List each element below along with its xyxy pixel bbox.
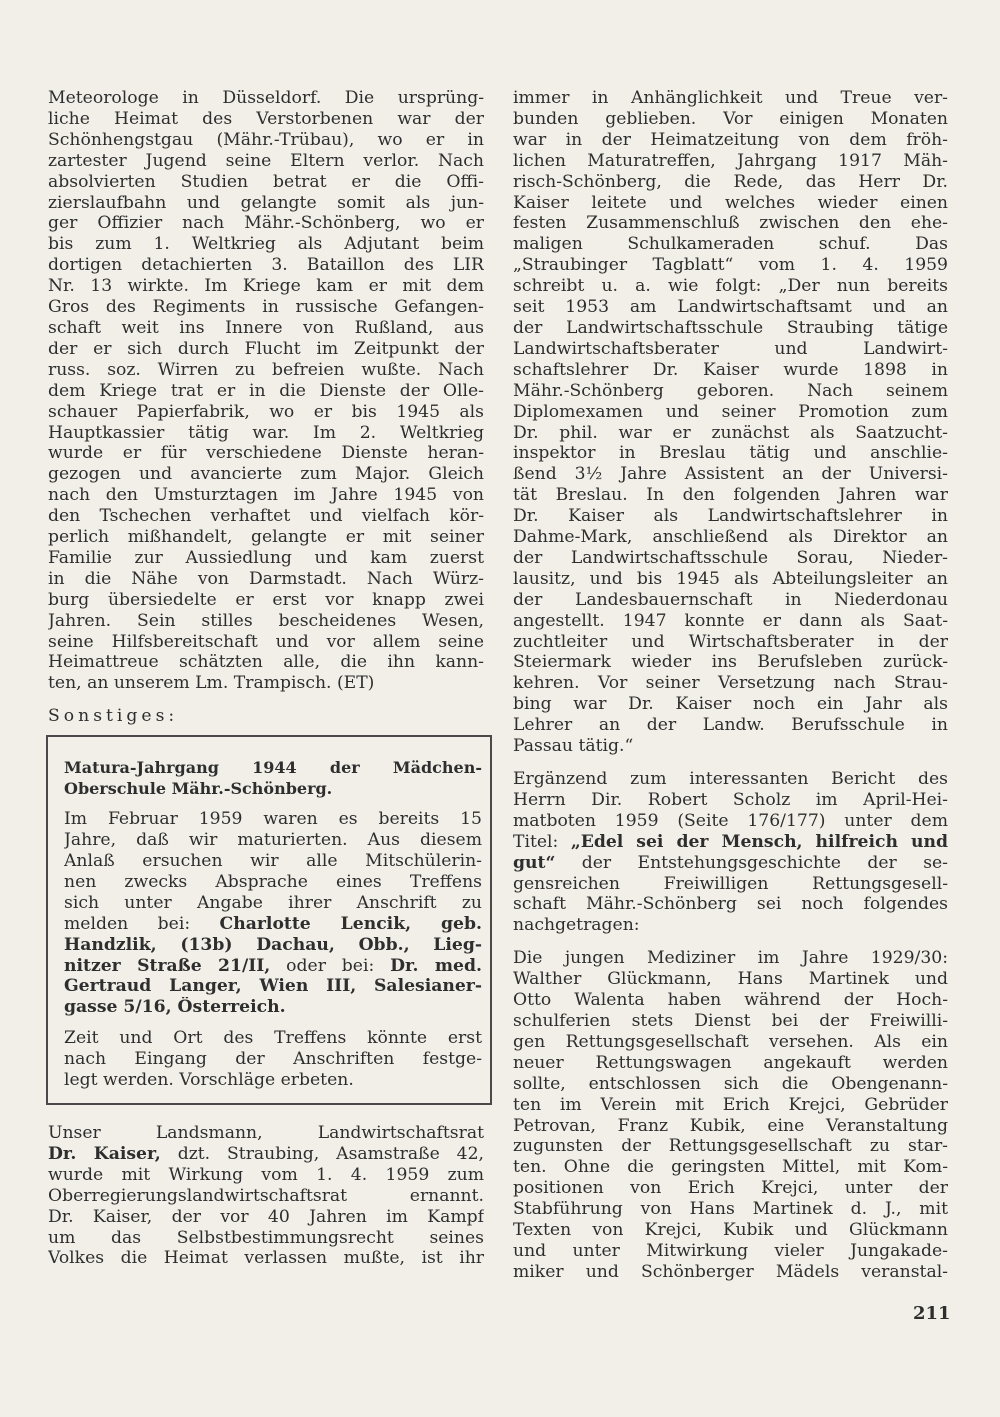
text-line: perlich mißhandelt, gelangte er mit seiner <box>48 527 484 548</box>
text-line: Lehrer an der Landw. Berufsschule in <box>513 715 948 736</box>
scholz-line: Titel: „Edel sei der Mensch, hilfreich und <box>513 831 948 852</box>
text-line: absolvierten Studien betrat er die Offi- <box>48 171 484 192</box>
notice-paragraph <box>64 809 482 1018</box>
scholz-paragraph <box>513 769 948 936</box>
text-line: ger Offizier nach Mähr.-Schönberg, wo er <box>48 213 484 234</box>
notice-line: Gertraud Langer, Wien III, Salesianer- <box>64 976 482 997</box>
text-line: maligen Schulkameraden schuf. Das <box>513 234 948 255</box>
text-line: lausitz, und bis 1945 als Abteilungsleiter an <box>513 568 948 589</box>
text-line: ten. Ohne die geringsten Mittel, mit Kom- <box>513 1157 948 1178</box>
notice-line: melden bei: Charlotte Lencik, geb. <box>64 913 482 934</box>
text-line: Gros des Regiments in russische Gefangen- <box>48 297 484 318</box>
notice-box <box>46 735 492 1105</box>
text-line: schaft weit ins Innere von Rußland, aus <box>48 317 484 338</box>
scholz-lines-b <box>513 874 948 937</box>
notice-line: gasse 5/16, Österreich. <box>64 997 286 1018</box>
text-line: schaft Mähr.-Schönberg sei noch folgendes <box>513 894 948 915</box>
text-line: Familie zur Aussiedlung und kam zuerst <box>48 547 484 568</box>
text-line: sollte, entschlossen sich die Obengenann- <box>513 1073 948 1094</box>
text-line: kehren. Vor seiner Versetzung nach Strau- <box>513 673 948 694</box>
text-line: der Landesbauernschaft in Niederdonau <box>513 589 948 610</box>
text-line: bunden geblieben. Vor einigen Monaten <box>513 108 948 129</box>
text-line: Jahre, daß wir maturierten. Aus diesem <box>64 830 482 851</box>
scholz-line: gut“ der Entstehungsgeschichte der se- <box>513 852 948 873</box>
notice-line: Handzlik, (13b) Dachau, Obb., Lieg- <box>64 934 482 955</box>
text-line: legt werden. Vorschläge erbeten. <box>64 1070 354 1091</box>
section-heading: Sonstiges: <box>48 706 179 727</box>
notice-lines <box>64 809 482 914</box>
text-line: schulferien stets Dienst bei der Freiwilli- <box>513 1010 948 1031</box>
text-line: seine Hilfsbereitschaft und vor allem seine <box>48 631 484 652</box>
page-number: 211 <box>913 1303 951 1324</box>
text-line: Hauptkassier tätig war. Im 2. Weltkrieg <box>48 422 484 443</box>
text-line: matboten 1959 (Seite 176/177) unter dem <box>513 810 948 831</box>
text-line: liche Heimat des Verstorbenen war der <box>48 108 484 129</box>
text-line: um das Selbstbestimmungsrecht seines <box>48 1227 484 1248</box>
notice-title <box>64 757 482 799</box>
text-line: Meteorologe in Düsseldorf. Die ursprüng- <box>48 88 484 108</box>
text-line: der er sich durch Flucht im Zeitpunkt der <box>48 338 484 359</box>
text-line: nachgetragen: <box>513 915 640 936</box>
text-line: immer in Anhänglichkeit und Treue ver- <box>513 88 948 108</box>
text-line: angestellt. 1947 konnte er dann als Saat- <box>513 610 948 631</box>
text-line: nen zwecks Absprache eines Treffens <box>64 871 482 892</box>
text-line: gezogen und avancierte zum Major. Gleich <box>48 464 484 485</box>
text-line: Dahme-Mark, anschließend als Direktor an <box>513 527 948 548</box>
text-line: Diplomexamen und seiner Promotion zum <box>513 401 948 422</box>
text-line: tät Breslau. In den folgenden Jahren war <box>513 485 948 506</box>
text-line: bing war Dr. Kaiser noch ein Jahr als <box>513 694 948 715</box>
text-line: gensreichen Freiwilligen Rettungsgesell- <box>513 873 948 894</box>
text-line: zartester Jugend seine Eltern verlor. Nach <box>48 150 484 171</box>
text-line: wurde er für verschiedene Dienste heran- <box>48 443 484 464</box>
text-line: nach den Umsturztagen im Jahre 1945 von <box>48 485 484 506</box>
text-line: in die Nähe von Darmstadt. Nach Würz- <box>48 568 484 589</box>
text-line: der Landwirtschaftsschule Straubing tätige <box>513 317 948 338</box>
text-line: Steiermark wieder ins Berufsleben zurück- <box>513 652 948 673</box>
text-line: Nr. 13 wirkte. Im Kriege kam er mit dem <box>48 276 484 297</box>
text-line: Stabführung von Hans Martinek d. J., mit <box>513 1199 948 1220</box>
text-line: festen Zusammenschluß zwischen den ehe- <box>513 213 948 234</box>
text-line: schauer Papierfabrik, wo er bis 1945 als <box>48 401 484 422</box>
text-line: ten im Verein mit Erich Krejci, Gebrüder <box>513 1094 948 1115</box>
text-line: schaftslehrer Dr. Kaiser wurde 1898 in <box>513 359 948 380</box>
text-line: Petrovan, Franz Kubik, eine Veranstaltung <box>513 1115 948 1136</box>
text-line: Walther Glückmann, Hans Martinek und <box>513 969 948 990</box>
text-line: Heimattreue schätzten alle, die ihn kann- <box>48 652 484 673</box>
text-line: positionen von Erich Krejci, unter der <box>513 1178 948 1199</box>
text-line: und unter Mitwirkung vieler Jungakade- <box>513 1240 948 1261</box>
text-line: zuchtleiter und Wirtschaftsberater in der <box>513 631 948 652</box>
notice-paragraph-2 <box>64 1028 482 1091</box>
text-line: lichen Maturatreffen, Jahrgang 1917 Mäh- <box>513 150 948 171</box>
text-line: Dr. Kaiser als Landwirtschaftslehrer in <box>513 506 948 527</box>
text-line: der Landwirtschaftsschule Sorau, Nieder- <box>513 547 948 568</box>
kaiser-lines <box>48 1165 484 1270</box>
text-line: Dr. Kaiser, der vor 40 Jahren im Kampf <box>48 1206 484 1227</box>
text-line: Die jungen Mediziner im Jahre 1929/30: <box>513 948 948 969</box>
text-line: risch-Schönberg, die Rede, das Herr Dr. <box>513 171 948 192</box>
text-line: inspektor in Breslau tätig und anschlie- <box>513 443 948 464</box>
rettung-paragraph <box>513 948 948 1283</box>
text-line: burg übersiedelte er erst vor knapp zwei <box>48 589 484 610</box>
text-line: Kaiser leitete und welches wieder einen <box>513 192 948 213</box>
right-column <box>513 88 948 1283</box>
left-column <box>48 88 484 1269</box>
notice-title-line: Matura-Jahrgang 1944 der Mädchen- <box>64 758 482 778</box>
text-line: Texten von Krejci, Kubik und Glückmann <box>513 1220 948 1241</box>
text-line: Anlaß ersuchen wir alle Mitschülerin- <box>64 851 482 871</box>
notice-line: nitzer Straße 21/II, oder bei: Dr. med. <box>64 955 482 976</box>
kaiser-paragraph <box>48 1123 484 1269</box>
text-line: Zeit und Ort des Treffens könnte erst <box>64 1028 482 1049</box>
text-line: Volkes die Heimat verlassen mußte, ist ihr <box>48 1248 484 1269</box>
text-line: Jahren. Sein stilles bescheidenes Wesen, <box>48 610 484 631</box>
kaiser-line: Dr. Kaiser, dzt. Straubing, Asamstraße 42, <box>48 1143 484 1164</box>
text-line: bis zum 1. Weltkrieg als Adjutant beim <box>48 234 484 255</box>
text-line: Herrn Dir. Robert Scholz im April-Hei- <box>513 789 948 810</box>
text-line: Otto Walenta haben während der Hoch- <box>513 990 948 1011</box>
text-line: russ. soz. Wirren zu befreien wußte. Nach <box>48 359 484 380</box>
text-line: nach Eingang der Anschriften festge- <box>64 1049 482 1070</box>
text-line: neuer Rettungswagen angekauft werden <box>513 1052 948 1073</box>
kaiser-line: Unser Landsmann, Landwirtschaftsrat <box>48 1122 484 1143</box>
text-line: Ergänzend zum interessanten Bericht des <box>513 769 948 789</box>
scholz-lines <box>513 769 948 832</box>
text-line: Passau tätig.“ <box>513 736 634 757</box>
text-line: seit 1953 am Landwirtschaftsamt und an <box>513 297 948 318</box>
text-line: Oberregierungslandwirtschaftsrat ernannt. <box>48 1185 484 1206</box>
text-line: Mähr.-Schönberg geboren. Nach seinem <box>513 380 948 401</box>
text-line: Dr. phil. war er zunächst als Saatzucht- <box>513 422 948 443</box>
notice-title-line: Oberschule Mähr.-Schönberg. <box>64 779 333 799</box>
text-line: ten, an unserem Lm. Trampisch. (ET) <box>48 673 375 694</box>
text-line: „Straubinger Tagblatt“ vom 1. 4. 1959 <box>513 255 948 276</box>
text-line: zugunsten der Rettungsgesellschaft zu star- <box>513 1136 948 1157</box>
text-line: ßend 3½ Jahre Assistent an der Universi- <box>513 464 948 485</box>
text-line: gen Rettungsgesellschaft versehen. Als ein <box>513 1031 948 1052</box>
text-line: dem Kriege trat er in die Dienste der Olle- <box>48 380 484 401</box>
text-line: den Tschechen verhaftet und vielfach kör- <box>48 506 484 527</box>
text-line: schreibt u. a. wie folgt: „Der nun bereits <box>513 276 948 297</box>
text-line: Im Februar 1959 waren es bereits 15 <box>64 809 482 830</box>
text-line: sich unter Angabe ihrer Anschrift zu <box>64 892 482 913</box>
text-line: Schönhengstgau (Mähr.-Trübau), wo er in <box>48 129 484 150</box>
kaiser-continuation <box>513 88 948 757</box>
text-line: dortigen detachierten 3. Bataillon des LIR <box>48 255 484 276</box>
text-line: war in der Heimatzeitung von dem fröh- <box>513 129 948 150</box>
text-line: zierslaufbahn und gelangte somit als jun- <box>48 192 484 213</box>
text-line: miker und Schönberger Mädels veranstal- <box>513 1261 948 1282</box>
obituary-paragraph <box>48 88 484 694</box>
text-line: wurde mit Wirkung vom 1. 4. 1959 zum <box>48 1164 484 1185</box>
text-line: Landwirtschaftsberater und Landwirt- <box>513 338 948 359</box>
